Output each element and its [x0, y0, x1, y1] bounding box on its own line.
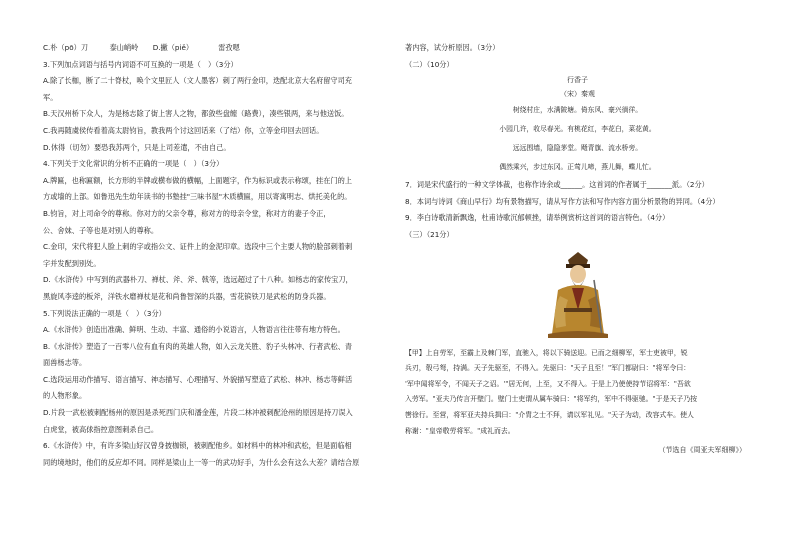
text-line: （二）（10分）	[405, 59, 454, 69]
text-line: 3.下列加点词语与括号内词语不可互换的一项是（ ）（3分）	[43, 59, 238, 69]
text-line: 白虎堂，被高俅指控意图刺杀自己。	[43, 424, 159, 434]
text-line: A.除了长枷，断了二十脊杖，唤个文里匠人（文人墨客）刺了两行金印，迭配北京大名府留守司充	[43, 76, 352, 86]
classical-line: 入劳军。"亚夫乃传言开壁门。壁门士吏谓从属车骑曰："将军约，军中不得驱驰。"于是天子乃按	[405, 395, 698, 404]
text-line: 面兽杨志等。	[43, 358, 87, 368]
text-line: 的人物形象。	[43, 391, 87, 401]
poem-author: （宋）秦观	[560, 90, 595, 99]
question-line: （三）（21分）	[405, 229, 454, 239]
poem-line: 小园几许，收尽春光。有桃花红，李花白，菜花黄。	[499, 125, 656, 134]
text-line: B.钧旨，对上司命令的尊称。你对方的父亲令尊，称对方的母亲令堂，称对方的妻子令正，	[43, 208, 331, 218]
classical-line: 兵刃，彀弓弩，持满。天子先驱至，不得入。先驱曰："天子且至！"军门都尉曰："将军令曰：	[405, 364, 691, 373]
text-line: 同的境地时，他们的反应却不同。同样是梁山上一等一的武功好手，为什么会有这么大差？请结合原	[43, 457, 360, 467]
text-line: 6.《水浒传》中，有许多梁山好汉曾身披枷锁，被刺配他乡。如材料中的林冲和武松，但是面临相	[43, 441, 352, 451]
poem-line: 偶然乘兴，步过东冈。正莺儿啼，燕儿舞，蝶儿忙。	[499, 163, 656, 172]
text-line: 著内容，试分析原因。（3分）	[405, 43, 500, 52]
right-column	[405, 40, 750, 457]
passage-source: （节选自《周亚夫军细柳》）	[658, 446, 746, 455]
classical-line: 辔徐行。至营，将军亚夫持兵揖曰："介胄之士不拜，请以军礼见。"天子为动，改容式车。使人	[405, 410, 694, 419]
text-line: D.《水浒传》中写到的武器朴刀、禅杖、斧、斧、戟等，选远超过了十八种。如杨志的家传宝刀，	[43, 275, 353, 285]
text-line: B.天汉州桥下众人，为是杨志除了街上害人之物，都敛些盘缠（路费），凑些银两，来与他送饭。	[43, 109, 349, 119]
text-line: D.休得（切勿）要恐我苏两个，只是上司差遣，不由自己。	[43, 142, 231, 152]
question-line: 7．词是宋代盛行的一种文学体裁，也称作诗余或______。这首词的作者属于_______派。（2分）	[405, 180, 709, 190]
poem-line: 远远围墙，隐隐茅堂。飏青旗、流水桥旁。	[512, 144, 643, 153]
poem-line: 树绕村庄，水满陂塘。倚东风、豪兴徜徉。	[512, 106, 643, 115]
poem-title: 行香子	[567, 76, 588, 85]
text-line: C.金印，宋代将犯人脸上刺的字或指公文、证件上的金泥印章。选段中三个主要人物的脸部刺着刺	[43, 242, 353, 252]
text-line: B.《水浒传》塑造了一百零八位有血有肉的英雄人物，如入云龙关胜、豹子头林冲、行者武松、青	[43, 341, 353, 351]
text-line: A.牌匾，也称匾额，长方形的半牌或横布做的横幅，上面题字，作为标识或表示称颂，挂在门的上	[43, 175, 352, 185]
question-line: 8．本词与诗词《商山早行》均有景物描写，请从写作方法和写作内容方面分析景物的异同。（4分）	[405, 196, 720, 206]
general-portrait-illustration	[542, 250, 614, 340]
classical-line: 【甲】上自劳军，至霸上及棘门军，直驰入，将以下骑送迎。已而之细柳军，军士吏被甲，锐	[405, 348, 688, 357]
text-line: 方或墙的上部。如鲁迅先生幼年读书的书塾挂"三味书屋"木质横匾，用以寄寓明志、烘托美化的。	[43, 192, 352, 202]
classical-passage	[405, 346, 750, 440]
classical-line: 称谢："皇帝敬劳将军。"成礼而去。	[405, 426, 515, 435]
text-line: 5.下列说法正确的一项是（ ）（3分）	[43, 308, 166, 318]
text-line: 黑旋风李逵的板斧，洋铁水磨禅杖是花和尚鲁智深的兵器，雪花镔铁刀是武松的防身兵器。	[43, 291, 331, 301]
text-line: C.朴（pō）刀 泰山峭岭 D.撇（piě） 雷孜嗯	[43, 43, 240, 52]
question-line: 9．李白诗歌清新飘逸，杜甫诗歌沉郁顿挫，请举例赏析这首词的语言特色。（4分）	[405, 213, 670, 223]
text-line: A.《水浒传》创造出准确、鲜明、生动、丰富、通俗的小说语言，人物语言往往带有地方特色。	[43, 325, 345, 335]
text-line: D.片段一武松被刺配杨州的原因是杀死西门庆和潘金莲，片段二林冲被刺配沧州的原因是持刀误入	[43, 408, 353, 418]
text-line: C.选段运用动作描写、语言描写、神态描写、心理描写、外貌描写塑造了武松、林冲、杨志等鲜活	[43, 374, 353, 384]
poem-body	[405, 101, 750, 177]
text-line: 公、舍妹、子等也是对别人的尊称。	[43, 225, 159, 235]
text-line: C.我再随虞侯传看着高太尉钧旨，教我两个讨这回话来（了结）你，立等金印回去回话。	[43, 125, 324, 135]
text-line: 字并发配到别处。	[43, 258, 101, 268]
classical-line: '军中闻将军令，不闻天子之诏。'"居无何，上至，又不得入。于是上乃使使持节诏将军："吾欲	[405, 379, 691, 388]
text-line: 4.下列关于文化常识的分析不正确的一项是（ ）（3分）	[43, 159, 224, 169]
left-column	[43, 40, 395, 471]
text-line: 军。	[43, 92, 58, 102]
